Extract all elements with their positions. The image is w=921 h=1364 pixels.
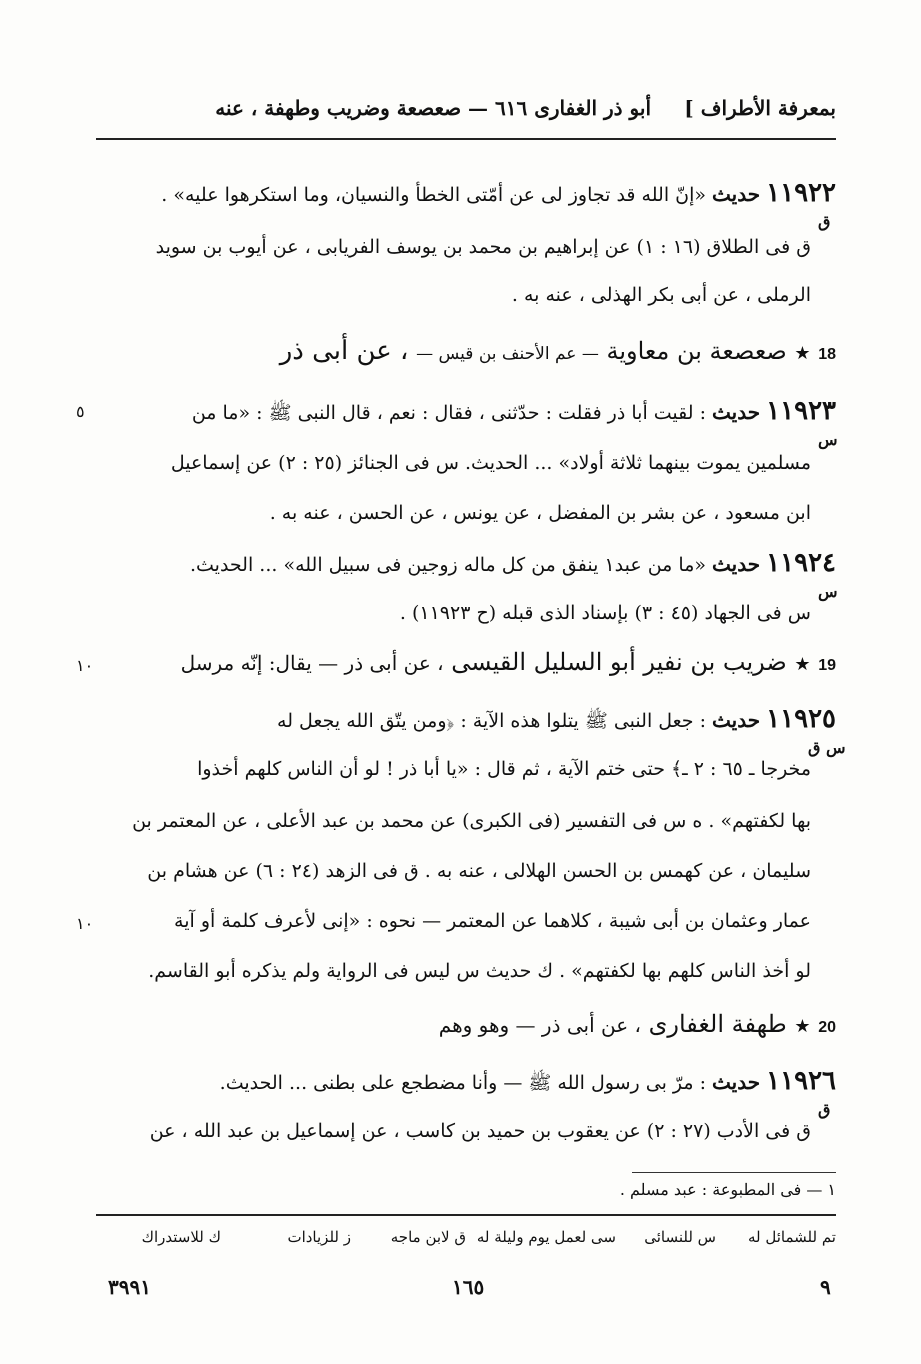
- star-icon: ★: [794, 1016, 811, 1037]
- hadith-11923: [116, 396, 836, 429]
- section-20-heading: [116, 1010, 836, 1038]
- hadith-11922: [116, 178, 836, 208]
- text-line: ق فى الطلاق (١٦ : ١) عن إبراهيم بن محمد بن يوسف الفريابى ، عن أيوب بن سويد: [155, 236, 811, 258]
- narrator-chain: ، عن أبى ذر — يقال: إنّه مرسل: [180, 651, 444, 675]
- text-line: مسلمين يموت بينهما ثلاثة أولاد» ... الحديث. س فى الجنائز (٢٥ : ٢) عن إسماعيل: [170, 452, 811, 474]
- section-number: 19: [818, 657, 836, 674]
- hadith-keyword: حديث: [712, 552, 761, 576]
- siglum-mark: س ق: [808, 738, 846, 757]
- hadith-keyword: حديث: [712, 1070, 761, 1094]
- narrator-name: ضريب بن نفير أبو السليل القيسى: [451, 648, 787, 676]
- section-19-heading: [116, 648, 836, 676]
- text-line: لو أخذ الناس كلهم بها لكفتهم» . ك حديث س ليس فى الرواية ولم يذكره أبو القاسم.: [148, 960, 811, 982]
- text-line: س فى الجهاد (٤٥ : ٣) بإسناد الذى قبله (ح ١١٩٢٣) .: [399, 602, 811, 624]
- hadith-text: : جعل النبى ﷺ يتلوا هذه الآية : ﴿ومن يتّق الله يجعل له: [277, 710, 706, 732]
- footnote-rule: [632, 1172, 836, 1173]
- star-icon: ★: [794, 654, 811, 675]
- text-line: الرملى ، عن أبى بكر الهذلى ، عنه به .: [511, 284, 811, 306]
- running-header: [96, 92, 836, 132]
- hadith-text: «ما من عبد١ ينفق من كل ماله زوجين فى سبيل الله» ... الحديث.: [189, 554, 706, 576]
- page-number-left: ٣٩٩١: [108, 1275, 151, 1299]
- hadith-11925: [116, 704, 836, 737]
- siglum-mark: ق: [818, 212, 831, 231]
- hadith-keyword: حديث: [712, 400, 761, 424]
- text-line: بها لكفتهم» . ه س فى التفسير (فى الكبرى) عن محمد بن عبد الأعلى ، عن المعتمر بن: [132, 810, 811, 832]
- abbreviation-key: ق لابن ماجه: [390, 1228, 466, 1246]
- narrator-name: طهفة الغفارى: [648, 1010, 787, 1038]
- hadith-keyword: حديث: [712, 182, 761, 206]
- narrator-name: صعصعة بن معاوية: [606, 337, 787, 365]
- text-line: عمار وعثمان بن أبى شيبة ، كلاهما عن المعتمر — نحوه : «إنى لأعرف كلمة أو آية: [174, 910, 811, 932]
- text-line: ابن مسعود ، عن بشر بن المفضل ، عن يونس ، عن الحسن ، عنه به .: [269, 502, 811, 524]
- hadith-text: : لقيت أبا ذر فقلت : حدّثنى ، فقال : نعم ، قال النبى ﷺ : «ما من: [191, 402, 706, 424]
- footnote: ١ — فى المطبوعة : عبد مسلم .: [619, 1180, 836, 1199]
- abbreviation-key: ك للاستدراك: [141, 1228, 221, 1246]
- hadith-11924: [116, 548, 836, 578]
- text-line: ق فى الأدب (٢٧ : ٢) عن يعقوب بن حميد بن كاسب ، عن إسماعيل بن عبد الله ، عن: [149, 1120, 811, 1142]
- line-count-marker: ١٠: [76, 656, 94, 675]
- abbreviation-key: س للنسائى: [644, 1228, 716, 1246]
- header-rule: [96, 138, 836, 140]
- hadith-number: ١١٩٢٥: [766, 704, 836, 734]
- hadith-text: «إنّ الله قد تجاوز لى عن أمّتى الخطأ والنسيان، وما استكرهوا عليه» .: [161, 184, 706, 206]
- text-line: سليمان ، عن كهمس بن الحسن الهلالى ، عنه به . ق فى الزهد (٢٤ : ٦) عن هشام بن: [147, 860, 811, 882]
- star-icon: ★: [794, 343, 811, 364]
- siglum-mark: س: [818, 582, 838, 601]
- text-line: مخرجا ـ ٦٥ : ٢ ـ﴾ حتى ختم الآية ، ثم قال : «يا أبا ذر ! لو أن الناس كلهم أخذوا: [197, 758, 811, 780]
- abbreviation-key: تم للشمائل له: [747, 1228, 836, 1246]
- header-subtitle: أبو ذر الغفارى ٦١٦ — صعصعة وضريب وطهفة ، عنه: [215, 96, 651, 120]
- bottom-rule: [96, 1214, 836, 1216]
- abbreviation-key: سى لعمل يوم وليلة له: [476, 1228, 616, 1246]
- narrator-chain: ، عن أبى ذر — وهو وهم: [438, 1013, 641, 1037]
- line-count-marker: ٥: [76, 402, 85, 421]
- hadith-number: ١١٩٢٢: [766, 178, 836, 208]
- siglum-mark: ق: [818, 1100, 831, 1119]
- hadith-11926: [116, 1066, 836, 1099]
- section-number: 18: [818, 346, 836, 363]
- abbreviation-key: ز للزيادات: [287, 1228, 351, 1246]
- section-18-heading: [116, 336, 836, 366]
- siglum-mark: س: [818, 430, 838, 449]
- page-number-right: ٩: [820, 1275, 831, 1299]
- hadith-keyword: حديث: [712, 708, 761, 732]
- page-number-center: ١٦٥: [452, 1275, 485, 1299]
- narrator-chain: ، عن أبى ذر: [279, 336, 409, 366]
- line-count-marker: ١٠: [76, 914, 94, 933]
- hadith-number: ١١٩٢٣: [766, 396, 836, 426]
- section-number: 20: [818, 1019, 836, 1036]
- hadith-number: ١١٩٢٦: [766, 1066, 836, 1096]
- header-title: بمعرفة الأطراف ]: [684, 96, 836, 120]
- narrator-note: — عم الأحنف بن قيس —: [416, 344, 599, 364]
- hadith-text: : مرّ بى رسول الله ﷺ — وأنا مضطجع على بطنى ... الحديث.: [219, 1072, 706, 1094]
- hadith-number: ١١٩٢٤: [766, 548, 836, 578]
